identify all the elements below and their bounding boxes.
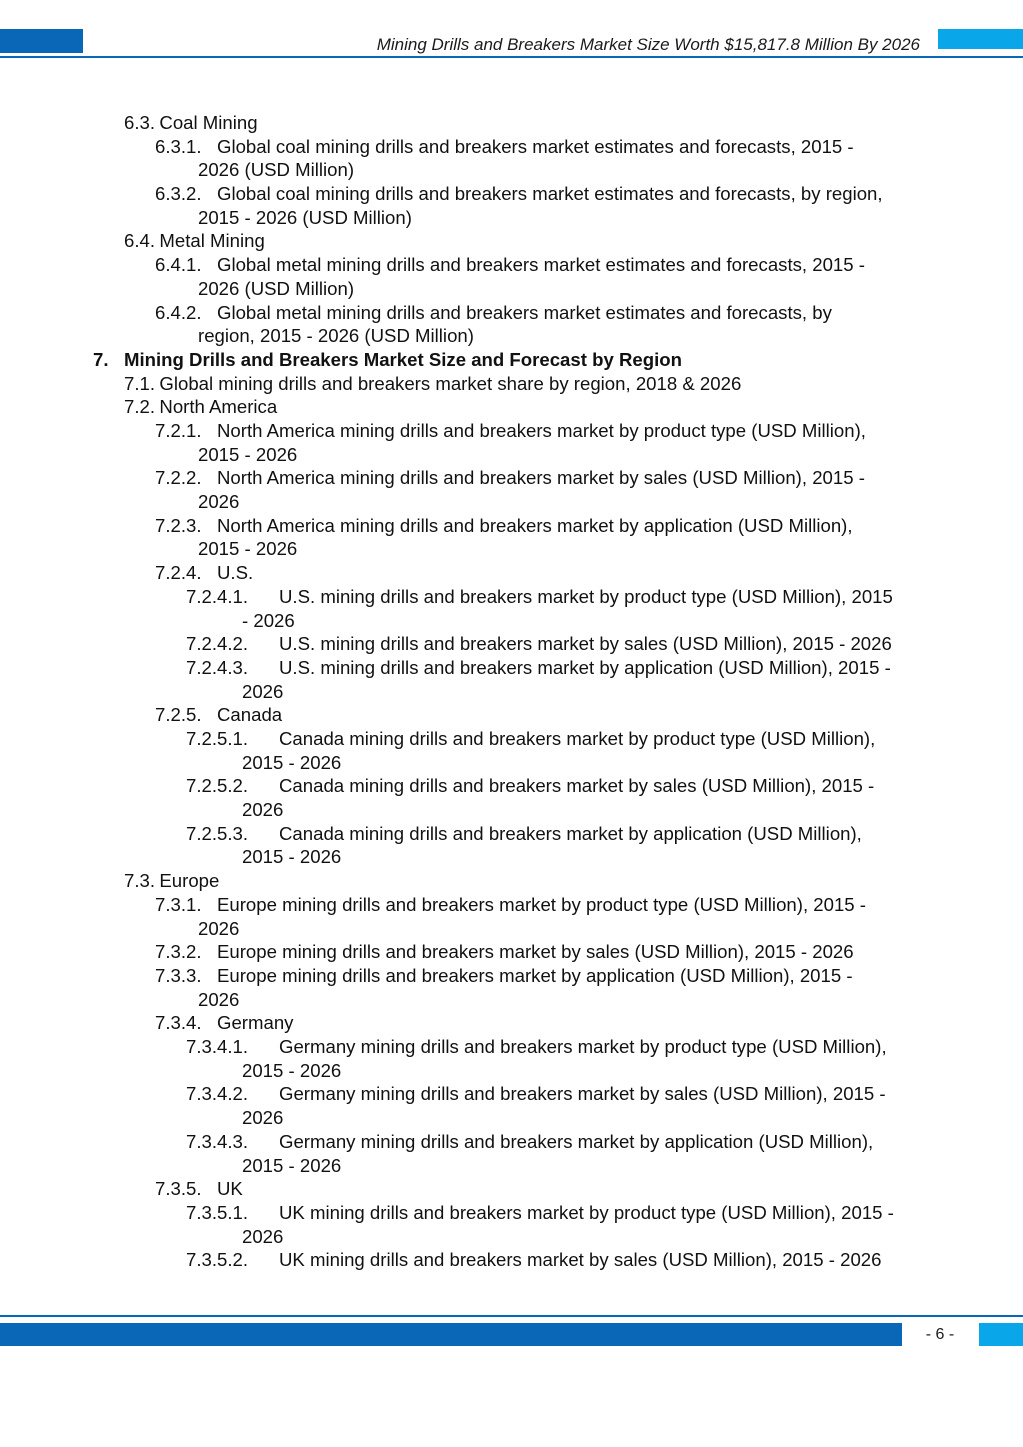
toc-entry-number: 7.2.1.: [155, 420, 202, 441]
footer-accent-bar-right: [979, 1323, 1023, 1346]
toc-entry-text-continued: 2015 - 2026 (USD Million): [198, 206, 412, 228]
toc-entry-number: 6.4.: [124, 230, 156, 252]
toc-entry-text: Mining Drills and Breakers Market Size and Forecast by Region: [124, 348, 682, 370]
toc-entry-text-continued: 2026: [242, 680, 284, 702]
toc-entry-number: 6.4.2.: [155, 301, 202, 323]
toc-entry-text-continued: 2026: [198, 917, 240, 939]
toc-entry-text: Canada mining drills and breakers market by sales (USD Million), 2015 -: [279, 775, 875, 797]
toc-entry-text-continued: 2026: [242, 1107, 284, 1129]
toc-entry: [0, 964, 1023, 1011]
toc-entry-text-continued: 2015 - 2026: [198, 538, 298, 560]
toc-entry: [0, 561, 1023, 585]
toc-entry-number: 7.2.5.2.: [186, 775, 249, 797]
toc-entry: [0, 727, 1023, 774]
toc-entry-text-continued: region, 2015 - 2026 (USD Million): [198, 325, 474, 347]
toc-entry-number: 7.2.4.3.: [186, 656, 249, 678]
toc-entry-number: 7.2.3.: [155, 514, 202, 536]
toc-entry-number: 7.3.1.: [155, 893, 202, 915]
toc-entry-number: 7.3.4.3.: [186, 1130, 249, 1152]
toc-entry-number: 7.2.5.: [155, 704, 202, 726]
toc-entry: [0, 395, 1023, 419]
toc-entry-text: UK mining drills and breakers market by sales (USD Million), 2015 - 2026: [279, 1249, 882, 1271]
toc-entry-text: Canada: [217, 704, 283, 726]
toc-entry-number: 7.: [93, 348, 109, 370]
toc-entry: [0, 632, 1023, 656]
toc-entry: [0, 1201, 1023, 1248]
toc-entry-number: 7.3.: [124, 870, 156, 892]
toc-entry-text: Metal Mining: [159, 230, 265, 252]
toc-entry: [0, 466, 1023, 513]
toc-entry-text-continued: 2015 - 2026: [242, 751, 342, 773]
toc-entry-text: Canada mining drills and breakers market by product type (USD Million),: [279, 728, 876, 750]
toc-entry: [0, 229, 1023, 253]
toc-entry-text-continued: 2015 - 2026: [198, 443, 298, 465]
toc-entry: [0, 893, 1023, 940]
toc-entry-number: 7.2.5.1.: [186, 728, 249, 750]
toc-entry-number: 7.2.4.1.: [186, 585, 249, 607]
toc-entry: [0, 1011, 1023, 1035]
footer-accent-bar-left: [0, 1323, 902, 1346]
toc-entry-number: 7.2.4.2.: [186, 633, 249, 655]
toc-entry-text: Germany mining drills and breakers market by sales (USD Million), 2015 -: [279, 1083, 886, 1105]
toc-entry-text: North America: [159, 396, 278, 418]
header-rule: [0, 56, 1023, 58]
toc-entry-number: 7.3.5.1.: [186, 1201, 249, 1223]
toc-entry-text: Coal Mining: [159, 112, 258, 133]
toc-entry: [0, 111, 1023, 135]
toc-entry-number: 6.3.1.: [155, 135, 202, 157]
toc-entry: [0, 301, 1023, 348]
toc-entry: [0, 1035, 1023, 1082]
toc-entry-text: Europe mining drills and breakers market by product type (USD Million), 2015 -: [217, 893, 866, 915]
toc-entry: [0, 419, 1023, 466]
toc-entry-text-continued: 2015 - 2026: [242, 1059, 342, 1081]
toc-entry-text: Germany mining drills and breakers market by product type (USD Million),: [279, 1036, 887, 1058]
toc-entry: [0, 585, 1023, 632]
toc-entry: [0, 869, 1023, 893]
toc-entry-text: UK mining drills and breakers market by product type (USD Million), 2015 -: [279, 1201, 894, 1223]
toc-entry-text-continued: 2026 (USD Million): [198, 277, 355, 299]
toc-entry-number: 7.3.4.: [155, 1012, 202, 1034]
toc-entry: [0, 1177, 1023, 1201]
toc-entry-text: U.S. mining drills and breakers market by sales (USD Million), 2015 - 2026: [279, 633, 892, 655]
toc-entry: [0, 348, 1023, 372]
toc-entry-text: Global mining drills and breakers market share by region, 2018 & 2026: [159, 372, 742, 394]
toc-entry-text: Germany mining drills and breakers market by application (USD Million),: [279, 1130, 874, 1152]
toc-entry-number: 7.3.5.: [155, 1178, 202, 1200]
toc-entry-text: Global metal mining drills and breakers market estimates and forecasts, 2015 -: [217, 254, 865, 276]
toc-entry-number: 7.3.2.: [155, 941, 202, 963]
toc-entry-text: Global metal mining drills and breakers market estimates and forecasts, by: [217, 301, 832, 323]
toc-entry-number: 7.2.2.: [155, 467, 202, 489]
toc-entry-text-continued: 2026: [242, 799, 284, 821]
toc-entry-number: 6.3.2.: [155, 183, 202, 205]
toc-entry: [0, 514, 1023, 561]
table-of-contents: [0, 111, 1023, 1272]
toc-entry-text: Europe: [159, 870, 220, 892]
toc-entry-number: 7.3.5.2.: [186, 1249, 249, 1271]
toc-entry-number: 6.3.: [124, 112, 156, 133]
toc-entry-text: Germany: [217, 1012, 294, 1034]
toc-entry: [0, 774, 1023, 821]
toc-entry-text: North America mining drills and breakers market by sales (USD Million), 2015 -: [217, 467, 865, 489]
toc-entry-text: UK: [217, 1178, 243, 1200]
toc-entry-number: 7.3.4.2.: [186, 1083, 249, 1105]
toc-entry-text-continued: 2026: [198, 988, 240, 1010]
toc-entry-text: Europe mining drills and breakers market by application (USD Million), 2015 -: [217, 964, 853, 986]
header-title: Mining Drills and Breakers Market Size Worth $15,817.8 Million By 2026: [376, 35, 920, 54]
toc-entry-text: U.S. mining drills and breakers market by application (USD Million), 2015 -: [279, 656, 891, 678]
toc-entry: [0, 1248, 1023, 1272]
toc-entry: [0, 372, 1023, 396]
page-number: - 6 -: [925, 1326, 955, 1343]
toc-entry-text: North America mining drills and breakers market by product type (USD Million),: [217, 420, 866, 441]
toc-entry: [0, 1130, 1023, 1177]
toc-entry: [0, 182, 1023, 229]
toc-entry: [0, 656, 1023, 703]
toc-entry-text-continued: 2026: [198, 491, 240, 513]
toc-entry-text: Europe mining drills and breakers market by sales (USD Million), 2015 - 2026: [217, 941, 854, 963]
toc-entry-text-continued: 2026 (USD Million): [198, 159, 355, 181]
toc-entry: [0, 822, 1023, 869]
toc-entry: [0, 940, 1023, 964]
toc-entry-text: Canada mining drills and breakers market by application (USD Million),: [279, 822, 862, 844]
toc-entry-text-continued: 2015 - 2026: [242, 1154, 342, 1176]
footer-rule: [0, 1315, 1023, 1317]
toc-entry-number: 7.1.: [124, 372, 156, 394]
toc-entry: [0, 703, 1023, 727]
header-accent-bar-right: [938, 29, 1023, 49]
toc-entry-number: 7.2.5.3.: [186, 822, 249, 844]
toc-entry-text: Global coal mining drills and breakers market estimates and forecasts, 2015 -: [217, 135, 854, 157]
toc-entry-number: 7.3.4.1.: [186, 1036, 249, 1058]
toc-entry-text: U.S.: [217, 562, 254, 584]
toc-entry-text-continued: 2015 - 2026: [242, 846, 342, 868]
toc-entry-number: 7.2.4.: [155, 562, 202, 584]
toc-entry: [0, 1082, 1023, 1129]
toc-entry-number: 6.4.1.: [155, 254, 202, 276]
toc-entry: [0, 135, 1023, 182]
toc-entry-text-continued: 2026: [242, 1225, 284, 1247]
toc-entry-number: 7.3.3.: [155, 964, 202, 986]
toc-entry-text: North America mining drills and breakers market by application (USD Million),: [217, 514, 853, 536]
toc-entry: [0, 253, 1023, 300]
toc-entry-text: U.S. mining drills and breakers market by product type (USD Million), 2015: [279, 585, 893, 607]
toc-entry-text: Global coal mining drills and breakers market estimates and forecasts, by region,: [217, 183, 883, 205]
header-accent-bar-left: [0, 29, 83, 53]
toc-entry-text-continued: - 2026: [242, 609, 295, 631]
toc-entry-number: 7.2.: [124, 396, 156, 418]
